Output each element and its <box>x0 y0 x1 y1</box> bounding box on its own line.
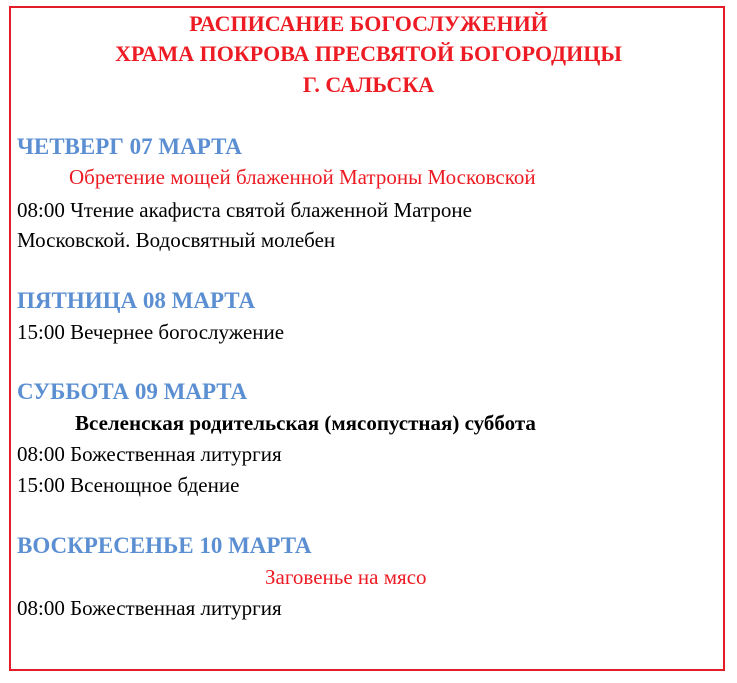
day-heading-sunday: ВОСКРЕСЕНЬЕ 10 МАРТА <box>17 533 312 558</box>
service-saturday-1: 08:00 Божественная литургия <box>17 442 282 466</box>
feast-sunday: Заговенье на мясо <box>265 565 427 589</box>
service-thursday-2: Московской. Водосвятный молебен <box>17 228 336 252</box>
day-heading-thursday: ЧЕТВЕРГ 07 МАРТА <box>17 134 242 159</box>
service-friday-1: 15:00 Вечернее богослужение <box>17 320 285 344</box>
title-line-2: ХРАМА ПОКРОВА ПРЕСВЯТОЙ БОГОРОДИЦЫ <box>115 41 622 66</box>
title-line-3: Г. САЛЬСКА <box>302 72 435 97</box>
service-sunday-1: 08:00 Божественная литургия <box>17 596 282 620</box>
day-heading-saturday: СУББОТА 09 МАРТА <box>17 379 248 404</box>
feast-thursday: Обретение мощей блаженной Матроны Московской <box>69 165 536 189</box>
service-thursday-1: 08:00 Чтение акафиста святой блаженной Матроне <box>17 198 472 222</box>
day-heading-friday: ПЯТНИЦА 08 МАРТА <box>17 288 256 313</box>
title-line-1: РАСПИСАНИЕ БОГОСЛУЖЕНИЙ <box>189 11 548 36</box>
service-saturday-2: 15:00 Всенощное бдение <box>17 473 240 497</box>
feast-saturday: Вселенская родительская (мясопустная) суббота <box>75 411 536 435</box>
